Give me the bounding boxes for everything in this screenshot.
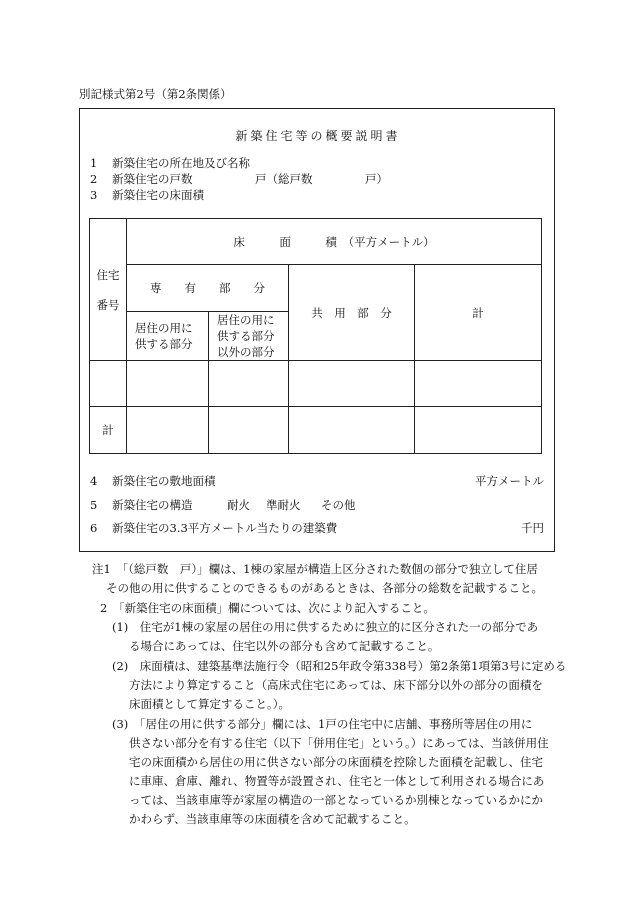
item-number: 5 [90,498,98,512]
construction-cost-unit: 千円 [521,521,544,535]
note-2-1-line: る場合にあっては、住宅以外の部分も含めて記載すること。 [129,639,440,653]
dwelling-count-field: 戸（総戸数 [255,172,313,186]
table-row [90,361,542,407]
header-line: 供する部分 [135,337,193,351]
structure-option-fireproof[interactable]: 耐火 [227,498,250,512]
note-2-3-line: に車庫、倉庫、離れ、物置等が設置され、住宅と一体として利用される場合にあ [129,774,545,788]
structure-option-quasi-fireproof[interactable]: 準耐火 [266,498,301,512]
note-2-1-line: (1) 住宅が1棟の家屋の居住の用に供するために独立的に区分された一の部分であ [112,620,539,634]
floor-area-header: 床 面 積 （平方メートル） [127,219,542,265]
table-row [90,407,542,454]
non-residential-area-cell[interactable] [209,361,289,407]
item-text: 新築住宅の所在地及び名称 [112,156,250,170]
item-6 [90,520,337,536]
item-number: 4 [90,474,98,488]
item-text: 新築住宅の構造 [112,498,193,512]
item-1 [90,155,250,171]
note-2-3-line: 供さない部分を有する住宅（以下「併用住宅」という。）にあっては、当該併用住 [129,736,549,750]
item-number: 6 [90,521,98,535]
non-residential-part-header [209,312,289,361]
form-frame [79,108,555,552]
header-line: 以外の部分 [217,345,275,359]
total-common-cell[interactable] [289,407,415,454]
residential-part-header [127,312,209,361]
house-number-header [90,219,127,361]
site-area-unit: 平方メートル [475,474,544,488]
common-part-header: 共 用 部 分 [289,265,415,361]
item-5 [90,497,193,513]
structure-option-other[interactable]: その他 [321,498,356,512]
item-text: 新築住宅の3.3平方メートル当たりの建築費 [112,521,338,535]
item-4 [90,473,216,489]
item-text: 新築住宅の戸数 [112,172,193,186]
private-part-header: 専 有 部 分 [127,265,289,312]
common-area-cell[interactable] [289,361,415,407]
note-2-3-line: (3) 「居住の用に供する部分」欄には、1戸の住宅中に店舗、事務所等居住の用に [112,717,533,731]
header-line: 居住の用に [217,313,275,327]
item-text: 新築住宅の床面積 [112,188,204,202]
note-2-3-line: っては、当該車庫等が家屋の構造の一部となっているか別棟となっているかにか [129,793,543,807]
item-number: 1 [90,156,98,170]
header-line: 住宅 [96,267,120,282]
note-1-line: その他の用に供することのできるものがあるときは、各部分の総数を記載すること。 [106,581,543,595]
total-dwelling-suffix: 戸） [365,172,388,186]
note-2-2-line: 方法により算定すること（高床式住宅にあっては、床下部分以外の部分の面積を [129,678,543,692]
note-2-line: 2 「新築住宅の床面積」欄については、次により記入すること。 [100,601,435,615]
total-area-cell[interactable] [415,361,542,407]
note-2-2-line: 床面積として算定すること。）。 [129,697,290,711]
floor-area-table [89,218,542,454]
residential-area-cell[interactable] [127,361,209,407]
header-line: 番号 [96,297,120,312]
item-2 [90,171,193,187]
grand-total-cell[interactable] [415,407,542,454]
item-number: 3 [90,188,98,202]
item-number: 2 [90,172,98,186]
note-2-2-line: (2) 床面積は、建築基準法施行令（昭和25年政令第338号）第2条第1項第3号に定める [112,659,567,673]
total-non-residential-cell[interactable] [209,407,289,454]
form-title: 新築住宅等の概要説明書 [235,129,401,143]
house-number-cell[interactable] [90,361,127,407]
header-line: 居住の用に [135,321,193,335]
total-header: 計 [415,265,542,361]
item-3 [90,187,204,203]
note-1-line: 注1 「（総戸数 戸）」欄は、1棟の家屋が構造上区分された数個の部分で独立して住居 [92,562,538,576]
total-residential-cell[interactable] [127,407,209,454]
note-2-3-line: 宅の床面積から居住の用に供さない部分の床面積を控除した面積を記載し、住宅 [129,755,543,769]
note-2-3-line: かわらず、当該車庫等の床面積を含めて記載すること。 [129,812,416,826]
form-label: 別記様式第2号（第2条関係） [79,87,232,101]
header-line: 供する部分 [217,329,275,343]
total-row-label: 計 [90,407,127,454]
item-text: 新築住宅の敷地面積 [112,474,216,488]
